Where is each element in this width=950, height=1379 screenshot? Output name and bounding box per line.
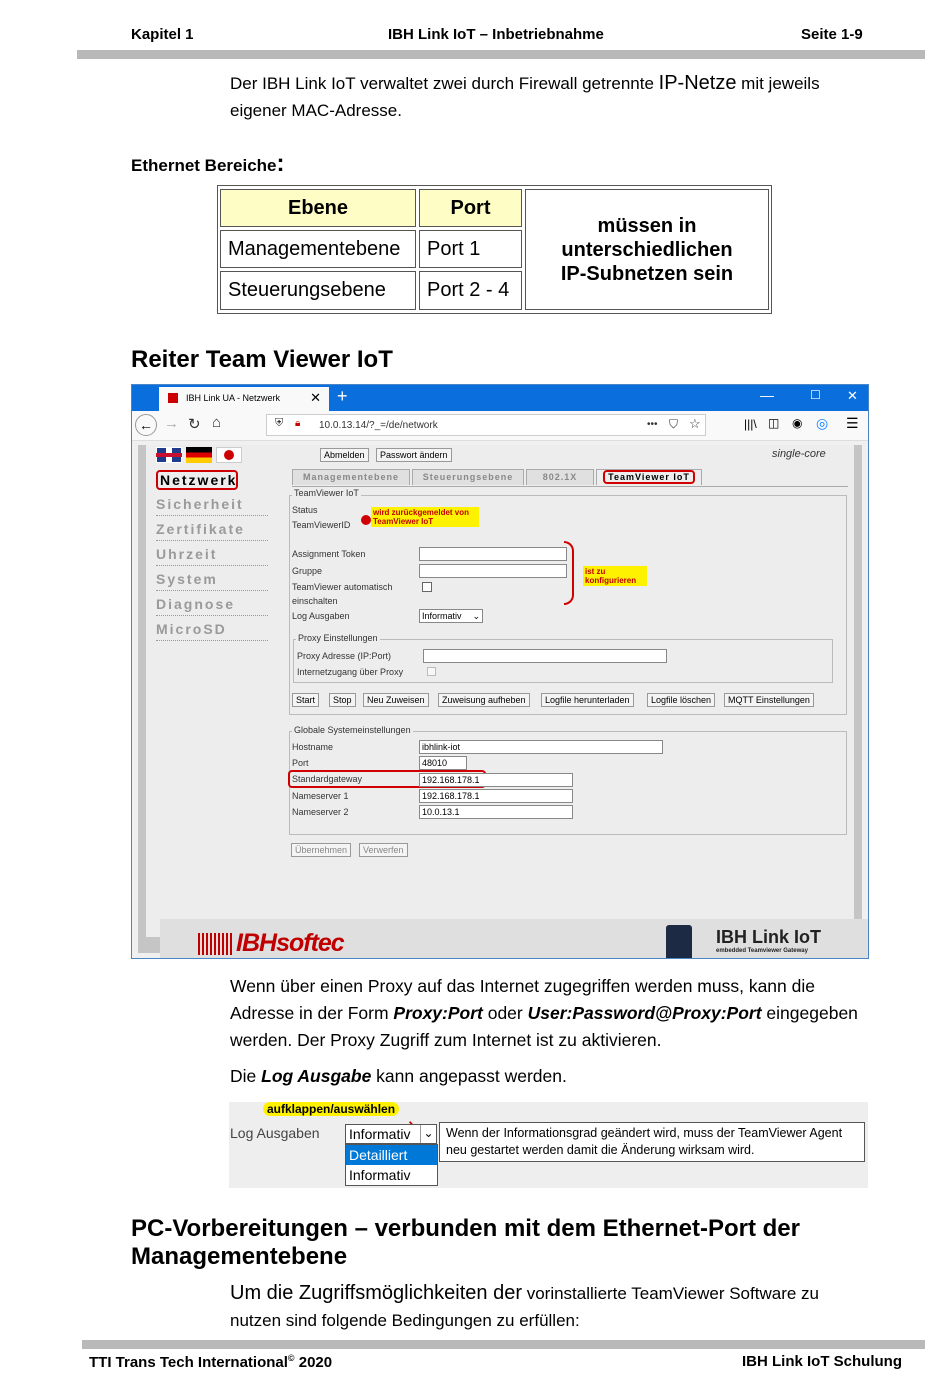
proxy-internet-label: Internetzugang über Proxy bbox=[297, 667, 404, 677]
log-paragraph: Die Log Ausgabe kann angepasst werden. bbox=[230, 1066, 567, 1086]
download-logfile-button[interactable]: Logfile herunterladen bbox=[541, 693, 634, 707]
window-close-icon[interactable]: ✕ bbox=[847, 388, 858, 403]
start-button[interactable]: Start bbox=[292, 693, 319, 707]
change-password-button[interactable]: Passwort ändern bbox=[376, 448, 452, 462]
minimize-icon[interactable]: — bbox=[760, 387, 774, 403]
tab-steuerungsebene[interactable]: Steuerungsebene bbox=[412, 469, 524, 485]
row-ebene: Managementebene bbox=[220, 230, 416, 268]
section-title-pc-preparation: PC-Vorbereitungen – verbunden mit dem Ethernet-Port der Managementebene bbox=[131, 1215, 800, 1270]
browser-tab[interactable] bbox=[159, 387, 329, 411]
sidebar-icon[interactable]: ◫ bbox=[768, 416, 780, 430]
shield-icon: ⛨ bbox=[275, 417, 284, 429]
log-output-select[interactable] bbox=[419, 609, 483, 623]
header-chapter: Kapitel 1 bbox=[131, 26, 194, 43]
auto-enable-checkbox[interactable] bbox=[422, 582, 432, 592]
ibhsoftec-logo: IBHsoftec bbox=[236, 929, 344, 957]
gruppe-input[interactable] bbox=[419, 564, 567, 578]
option-informativ[interactable]: Informativ bbox=[349, 1167, 411, 1183]
footer-rule bbox=[82, 1340, 925, 1349]
maximize-icon[interactable]: ☐ bbox=[810, 388, 821, 402]
nameserver2-label: Nameserver 2 bbox=[292, 807, 349, 817]
log-output-panel bbox=[229, 1102, 868, 1188]
mqtt-settings-button[interactable]: MQTT Einstellungen bbox=[724, 693, 814, 707]
option-detailliert[interactable]: Detailliert bbox=[346, 1145, 437, 1165]
proxy-group-label: Proxy Einstellungen bbox=[298, 633, 378, 643]
device-image bbox=[666, 925, 692, 959]
hostname-input[interactable]: ibhlink-iot bbox=[419, 740, 663, 754]
browser-tabbar bbox=[132, 385, 868, 411]
forward-arrow-icon[interactable]: → bbox=[164, 415, 179, 432]
nameserver1-input[interactable]: 192.168.178.1 bbox=[419, 789, 573, 803]
product-name: IBH Link IoT bbox=[716, 927, 821, 947]
menu-item-microsd[interactable]: MicroSD bbox=[156, 621, 268, 641]
unassign-button[interactable]: Zuweisung aufheben bbox=[438, 693, 530, 707]
url-bar[interactable] bbox=[266, 414, 706, 436]
log-output-label: Log Ausgaben bbox=[230, 1125, 320, 1141]
teamviewer-logo-icon bbox=[714, 958, 736, 959]
chevron-down-icon[interactable]: ⌄ bbox=[420, 1125, 436, 1143]
auto-enable-label-2: einschalten bbox=[292, 596, 338, 606]
close-tab-icon[interactable]: ✕ bbox=[310, 390, 321, 405]
closing-paragraph: Um die Zugriffsmöglichkeiten der vorinstallierte TeamViewer Software zu nutzen sind folgende Bedingungen zu erfüllen: bbox=[230, 1282, 819, 1330]
url-text: 10.0.13.14/?_=/de/network bbox=[319, 420, 438, 431]
menu-item-netzwerk[interactable]: Netzwerk bbox=[156, 470, 238, 490]
bookmark-star-icon[interactable]: ☆ bbox=[689, 416, 701, 431]
status-dot-icon bbox=[361, 515, 371, 525]
row-port: Port 1 bbox=[419, 230, 522, 268]
chevron-down-icon: ⌄ bbox=[472, 611, 480, 621]
back-arrow-icon[interactable]: ← bbox=[135, 414, 157, 436]
app-footer bbox=[160, 919, 868, 959]
status-note: wird zurückgemeldet von TeamViewer IoT bbox=[371, 507, 479, 527]
pocket-icon[interactable]: ⛉ bbox=[669, 417, 679, 431]
menu-item-zertifikate[interactable]: Zertifikate bbox=[156, 521, 268, 541]
stop-button[interactable]: Stop bbox=[329, 693, 356, 707]
proxy-address-input[interactable] bbox=[423, 649, 667, 663]
discard-button[interactable]: Verwerfen bbox=[359, 843, 408, 857]
menu-item-diagnose[interactable]: Diagnose bbox=[156, 596, 268, 616]
browser-navbar bbox=[132, 411, 868, 441]
apply-button[interactable]: Übernehmen bbox=[291, 843, 351, 857]
ibh-barcode-logo bbox=[198, 933, 234, 955]
hostname-label: Hostname bbox=[292, 742, 334, 752]
nameserver2-input[interactable]: 10.0.13.1 bbox=[419, 805, 573, 819]
menu-item-uhrzeit[interactable]: Uhrzeit bbox=[156, 546, 268, 566]
flag-germany-icon[interactable] bbox=[186, 447, 212, 463]
page-actions-icon[interactable]: ••• bbox=[647, 419, 658, 430]
library-icon[interactable]: |||\ bbox=[744, 417, 757, 431]
ethernet-heading: Ethernet Bereiche: bbox=[131, 150, 285, 177]
menu-item-sicherheit[interactable]: Sicherheit bbox=[156, 496, 268, 516]
proxy-internet-checkbox[interactable] bbox=[427, 667, 436, 676]
menu-item-system[interactable]: System bbox=[156, 571, 268, 591]
tab-managementebene[interactable]: Managementebene bbox=[292, 469, 410, 485]
gruppe-label: Gruppe bbox=[292, 566, 323, 576]
reload-icon[interactable]: ↻ bbox=[188, 416, 201, 433]
proxy-address-label: Proxy Adresse (IP:Port) bbox=[297, 651, 392, 661]
header-rule bbox=[77, 50, 925, 59]
port-label: Port bbox=[292, 758, 309, 768]
account-icon[interactable]: ◉ bbox=[792, 416, 803, 430]
favicon-icon bbox=[168, 393, 178, 403]
log-info-box: Wenn der Informationsgrad geändert wird, muss der TeamViewer Agent neu gestartet werden damit die Änderung wirksam wird. bbox=[439, 1122, 865, 1162]
log-output-label: Log Ausgaben bbox=[292, 611, 350, 621]
auto-enable-label: TeamViewer automatisch bbox=[292, 582, 393, 592]
row-port: Port 2 - 4 bbox=[419, 271, 522, 310]
reassign-button[interactable]: Neu Zuweisen bbox=[363, 693, 429, 707]
new-tab-icon[interactable]: + bbox=[337, 386, 348, 406]
hamburger-menu-icon[interactable]: ☰ bbox=[846, 415, 859, 431]
proxy-paragraph: Wenn über einen Proxy auf das Internet zugegriffen werden muss, kann die Adresse in der Form Proxy:Port oder User:Password@Proxy:Port eingegeben werden. Der Proxy Zugriff zum Internet ist zu aktivieren. bbox=[230, 976, 858, 1050]
footer-company: TTI Trans Tech International© 2020 bbox=[89, 1353, 333, 1371]
extension-icon[interactable]: ◎ bbox=[816, 415, 829, 431]
col-header-ebene: Ebene bbox=[220, 189, 416, 227]
screenshot-teamviewer-page bbox=[131, 384, 869, 959]
product-subtitle: embedded Teamviewer Gateway bbox=[716, 948, 808, 954]
tab-8021x[interactable]: 802.1X bbox=[526, 469, 594, 485]
subnet-note: müssen in unterschiedlichen IP-Subnetzen sein bbox=[525, 189, 769, 310]
log-output-selected: Informativ bbox=[349, 1126, 411, 1142]
nameserver1-label: Nameserver 1 bbox=[292, 791, 349, 801]
config-bracket bbox=[564, 541, 574, 605]
gateway-input[interactable]: 192.168.178.1 bbox=[419, 773, 573, 787]
header-title: IBH Link IoT – Inbetriebnahme bbox=[388, 26, 604, 43]
status-label: Status bbox=[292, 505, 318, 515]
callout-expand-select: aufklappen/auswählen bbox=[263, 1102, 399, 1116]
section-title-teamviewer: Reiter Team Viewer IoT bbox=[131, 346, 393, 373]
assignment-token-input[interactable] bbox=[419, 547, 567, 561]
teamviewer-id-label: TeamViewerID bbox=[292, 520, 351, 530]
footer-product: IBH Link IoT Schulung bbox=[742, 1353, 902, 1370]
insecure-lock-icon: 🔒︎ bbox=[295, 418, 301, 429]
header-page: Seite 1-9 bbox=[801, 26, 863, 43]
ethernet-table bbox=[217, 185, 772, 314]
core-mode-label: single-core bbox=[772, 448, 826, 460]
home-icon[interactable]: ⌂ bbox=[212, 414, 222, 431]
global-settings-label: Globale Systemeinstellungen bbox=[294, 725, 411, 735]
teamviewer-group-label: TeamViewer IoT bbox=[294, 488, 359, 498]
intro-paragraph: Der IBH Link IoT verwaltet zwei durch Firewall getrennte IP-Netze mit jeweils eigener MAC-Adresse. bbox=[230, 72, 820, 120]
gateway-label: Standardgateway bbox=[292, 774, 363, 784]
tab-label: TeamViewer IoT bbox=[603, 470, 695, 484]
log-output-dropdown bbox=[345, 1144, 438, 1186]
port-input[interactable]: 48010 bbox=[419, 756, 467, 770]
app-content bbox=[146, 445, 854, 957]
log-output-value: Informativ bbox=[422, 611, 462, 621]
config-note: ist zu konfigurieren bbox=[583, 566, 647, 586]
tab-title: IBH Link UA - Netzwerk bbox=[186, 393, 281, 403]
row-ebene: Steuerungsebene bbox=[220, 271, 416, 310]
tab-teamviewer-iot[interactable] bbox=[596, 469, 702, 485]
logout-button[interactable]: Abmelden bbox=[320, 448, 369, 462]
delete-logfile-button[interactable]: Logfile löschen bbox=[647, 693, 715, 707]
col-header-port: Port bbox=[419, 189, 522, 227]
assignment-token-label: Assignment Token bbox=[292, 549, 366, 559]
